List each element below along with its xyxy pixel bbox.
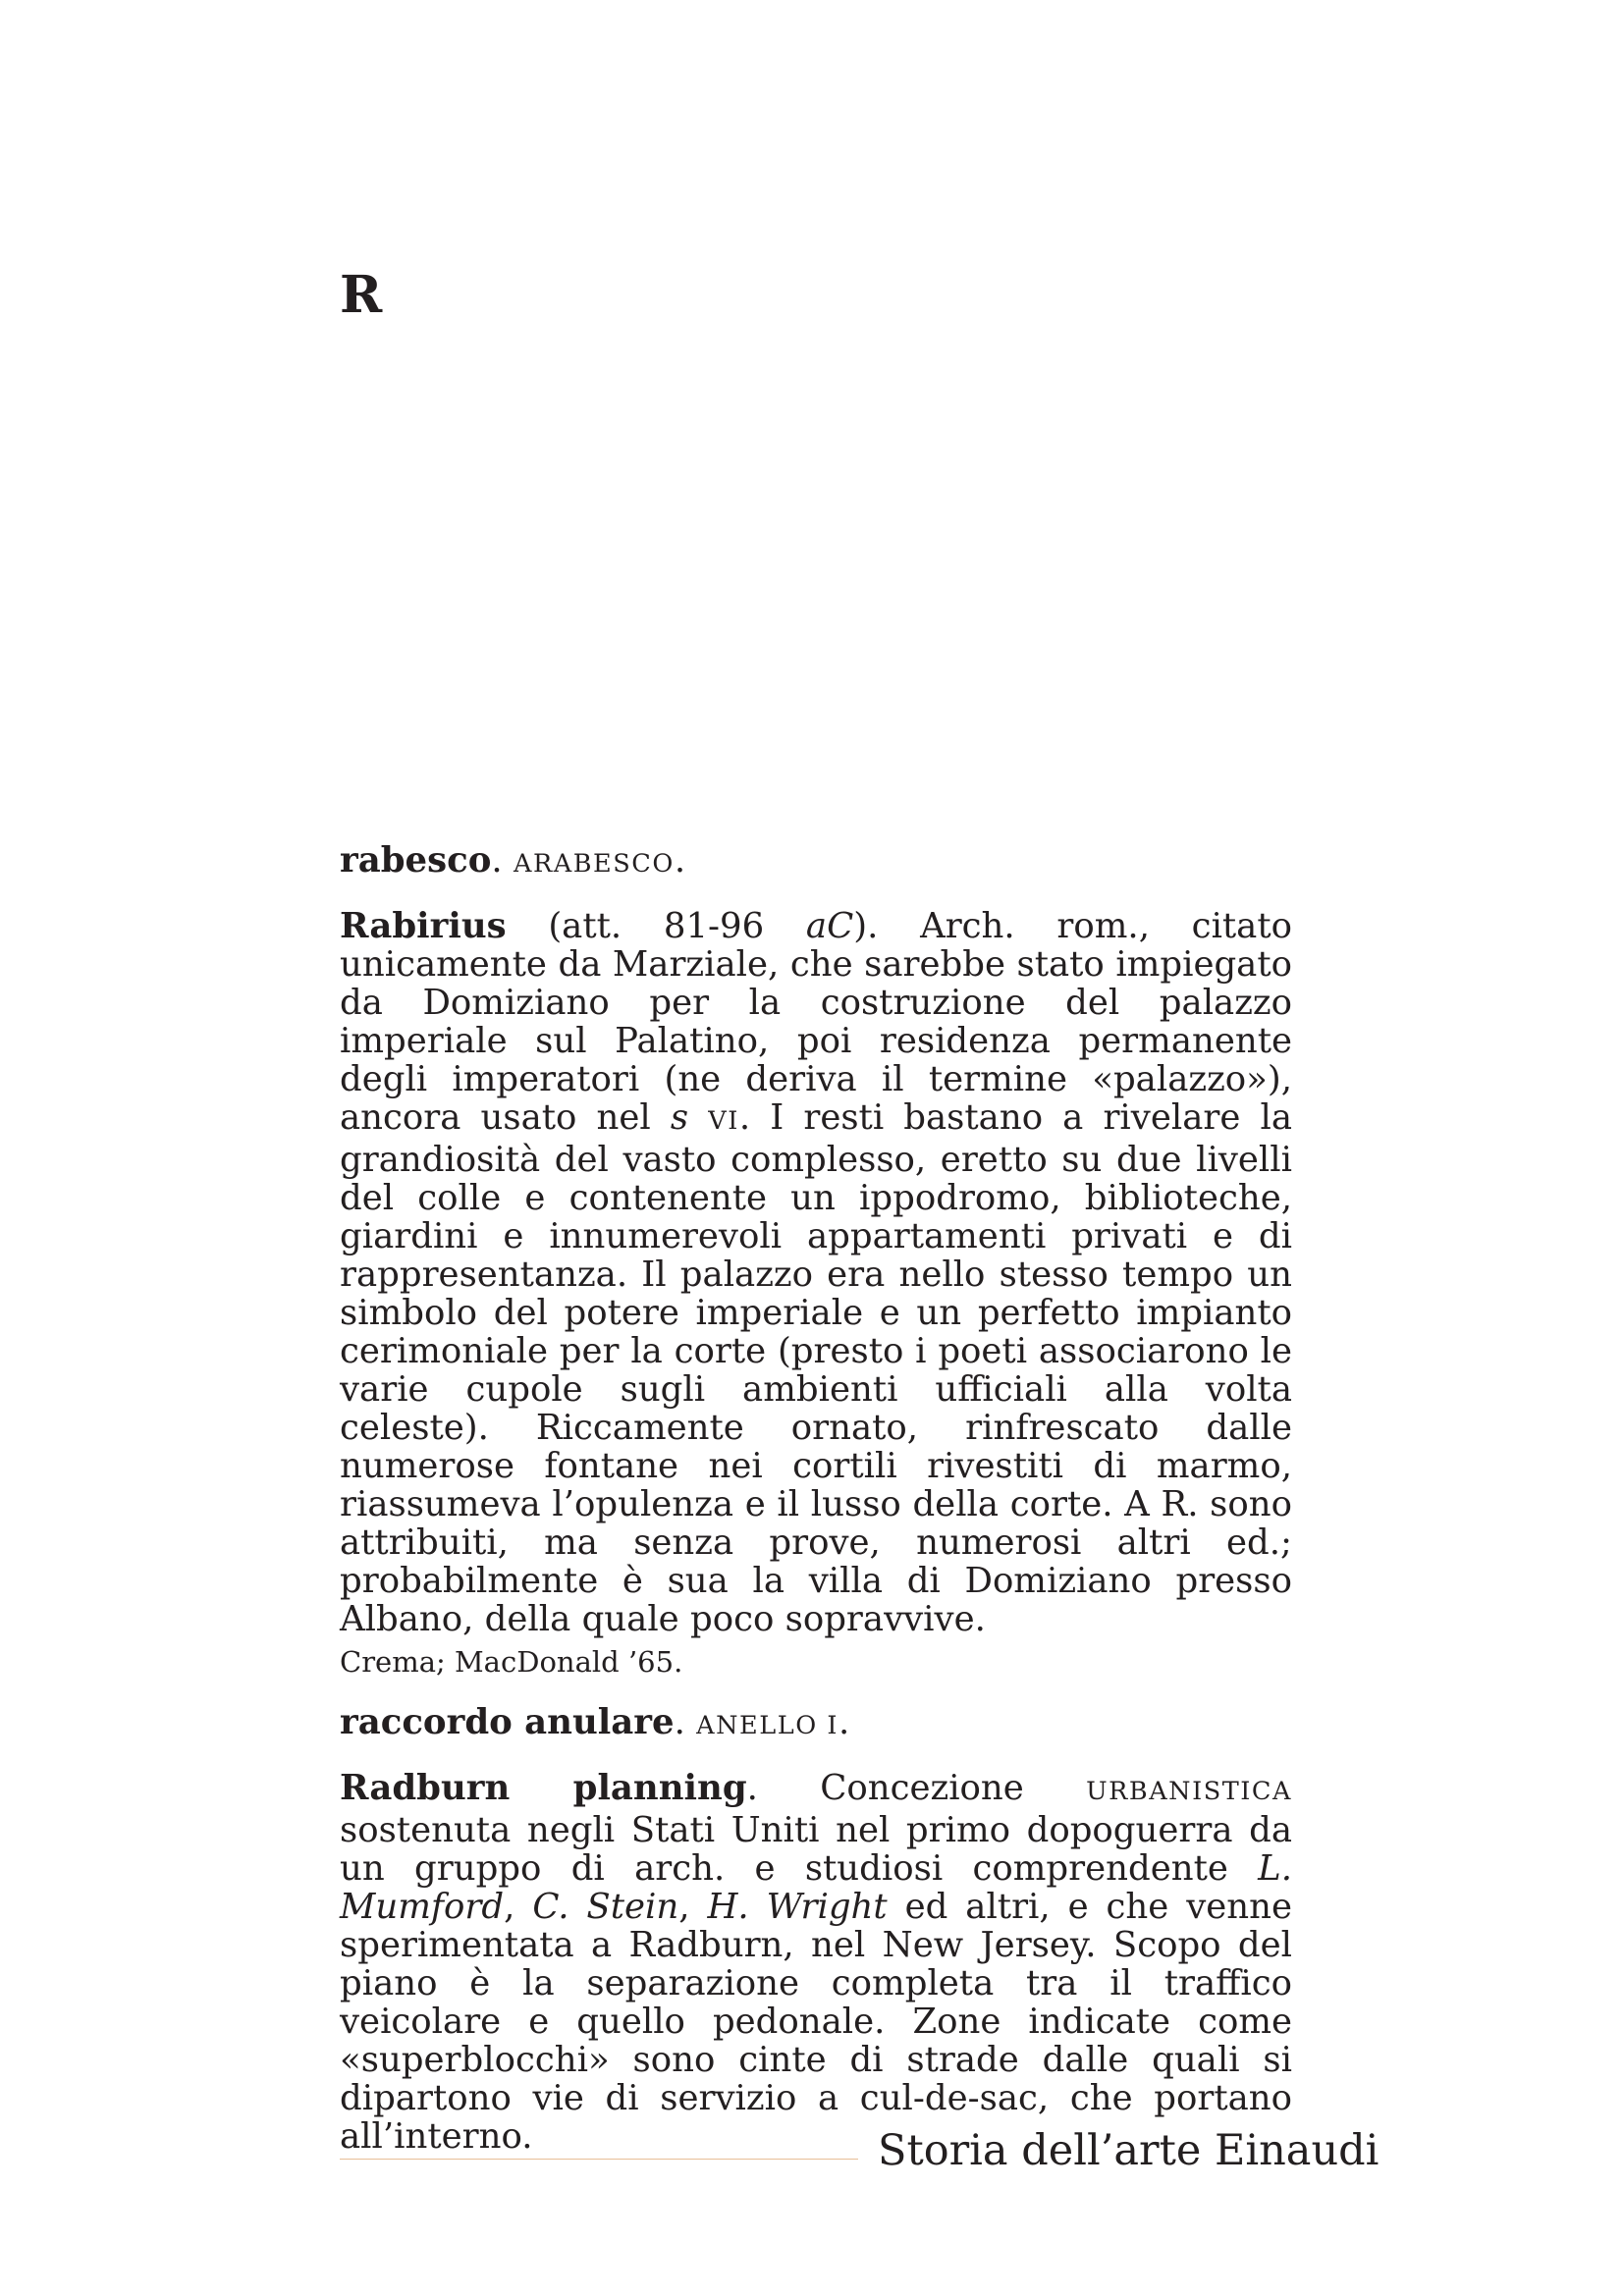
entry-text: . [674, 1702, 697, 1742]
entry-italic: aC [805, 906, 854, 946]
entry-italic: s [670, 1097, 689, 1138]
entry-text: ed altri, e che venne sperimentata a Radburn, nel New Jersey. Scopo del piano è la separazione completa tra il traffico veicolare e quello pedonale. Zone indicate come «superblocchi» sono cinte di strade dalle quali si dipartono vie di servizio a cul-de-sac, che portano all’interno. [340, 1887, 1293, 2157]
entry-text: (att. 81-96 [506, 906, 806, 946]
entry-text: sostenuta negli Stati Uniti nel primo dopoguerra da un gruppo di arch. e studiosi comprendente [340, 1810, 1292, 1889]
entry-text: , [678, 1887, 708, 1927]
entry-text: . Concezione [746, 1768, 1087, 1808]
entry-headword: rabesco [340, 840, 492, 881]
entry-bibliography: Crema; MacDonald ’65. [340, 1645, 683, 1679]
entry-headword: Rabirius [340, 906, 507, 946]
section-letter: R [340, 265, 383, 325]
entry-raccordo-anulare [340, 1703, 1292, 1745]
cross-reference: ANELLO I [696, 1711, 839, 1740]
dictionary-entries [340, 841, 1292, 2179]
footer-rule [340, 2159, 858, 2160]
entry-headword: raccordo anulare [340, 1702, 675, 1742]
cross-reference: ARABESCO [513, 849, 675, 879]
entry-rabirius [340, 907, 1292, 1638]
entry-headword: Radburn planning [340, 1768, 747, 1808]
entry-italic: H. Wright [707, 1887, 888, 1927]
entry-italic: L. Mumford [340, 1848, 1292, 1927]
entry-text: . [838, 1702, 850, 1742]
entry-radburn-planning [340, 1769, 1292, 2156]
cross-reference: URBANISTICA [1086, 1777, 1292, 1806]
entry-text: , [504, 1887, 533, 1927]
entry-italic: C. Stein [532, 1887, 679, 1927]
entry-rabesco [340, 841, 1292, 883]
entry-text: ). Arch. rom., citato unicamente da Marziale, che sarebbe stato impiegato da Domiziano per la costruzione del palazzo imperiale sul Palatino, poi residenza permanente degli imperatori (ne deriva il termine «palazzo»), ancora usato nel [340, 906, 1292, 1138]
entry-text: . [491, 840, 514, 881]
entry-text: . [674, 840, 686, 881]
century-numeral: VI [708, 1106, 739, 1136]
footer-title: Storia dell’arte Einaudi [878, 2126, 1380, 2175]
entry-text [688, 1097, 708, 1138]
entry-text: . I resti bastano a rivelare la grandiosità del vasto complesso, eretto su due livelli del colle e contenente un ippodromo, biblioteche, giardini e innumerevoli appartamenti privati e di rappresentanza. Il palazzo era nello stesso tempo un simbolo del potere imperiale e un perfetto impianto cerimoniale per la corte (presto i poeti associarono le varie cupole sugli ambienti ufficiali alla volta celeste). Riccamente ornato, rinfrescato dalle numerose fontane nei cortili rivestiti di marmo, riassumeva l’opulenza e il lusso della corte. A R. sono attribuiti, ma senza prove, numerosi altri ed.; probabilmente è sua la villa di Domiziano presso Albano, della quale poco sopravvive. [340, 1097, 1292, 1639]
